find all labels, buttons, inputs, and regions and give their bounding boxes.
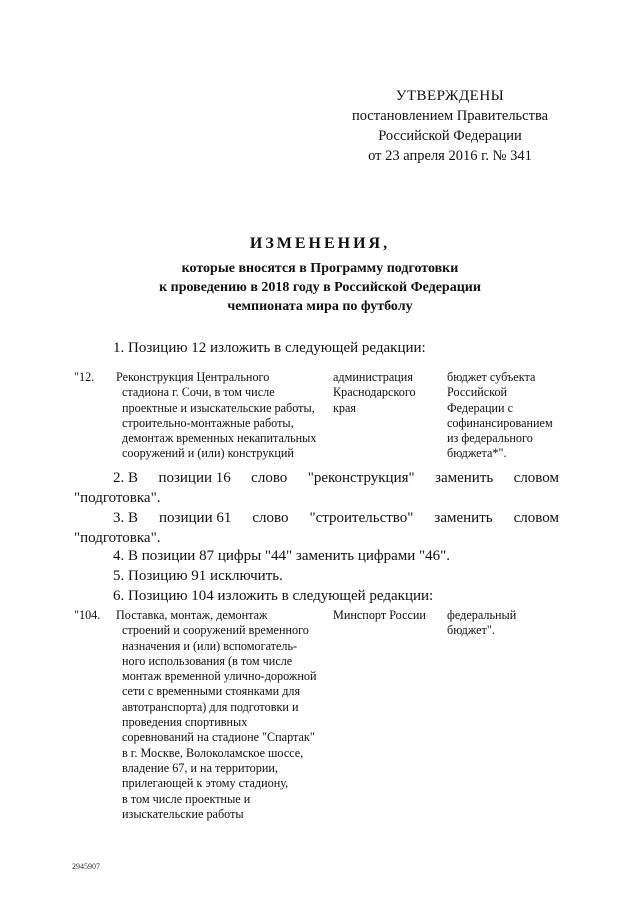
desc-line: в г. Москве, Волоколамское шоссе, <box>122 745 304 760</box>
item-2-word: слово <box>251 470 288 486</box>
fund-line: из федерального <box>447 431 533 446</box>
desc-line: соревнований на стадионе "Спартак" <box>122 730 315 745</box>
item-3-word: словом <box>513 510 559 526</box>
position-number: "104. <box>74 608 101 622</box>
desc-line: автотранспорта) для подготовки и <box>122 699 299 714</box>
approval-line-1: постановлением Правительства <box>351 108 549 124</box>
item-3-word: "строительство" <box>309 510 414 526</box>
approval-heading: УТВЕРЖДЕНЫ <box>395 88 505 104</box>
item-3-word: заменить <box>434 510 493 526</box>
approval-line-3: от 23 апреля 2016 г. № 341 <box>368 148 532 164</box>
item-3 <box>113 508 559 528</box>
table-position-12 <box>0 370 640 460</box>
item-3-tail: "подготовка". <box>74 530 161 546</box>
exec-line: администрация <box>333 370 413 384</box>
item-2-tail: "подготовка". <box>74 490 161 506</box>
fund-line: бюджет". <box>447 623 495 638</box>
title-sub-3: чемпионата мира по футболу <box>227 299 413 314</box>
exec-line: края <box>333 400 357 415</box>
fund-line: софинансированием <box>447 415 553 430</box>
fund-line: федеральный <box>447 608 517 622</box>
table-position-104 <box>0 608 640 828</box>
desc-line: назначения и (или) вспомогатель- <box>122 638 298 653</box>
desc-line: изыскательские работы <box>122 806 244 821</box>
exec-line: Краснодарского <box>333 385 416 400</box>
title-sub-2: к проведению в 2018 году в Российской Федерации <box>159 280 481 295</box>
desc-line: Поставка, монтаж, демонтаж <box>116 608 268 622</box>
item-3-word: слово <box>252 510 289 526</box>
item-2-word: заменить <box>435 470 494 486</box>
desc-line: проектные и изыскательские работы, <box>122 400 315 415</box>
document-title <box>0 235 640 316</box>
desc-line: демонтаж временных некапитальных <box>122 431 317 446</box>
position-funding <box>447 370 567 462</box>
fund-line: Федерации с <box>447 400 514 415</box>
item-5: 5. Позицию 91 исключить. <box>113 568 283 584</box>
desc-line: строительно-монтажные работы, <box>122 415 294 430</box>
item-2-word: позиции 16 <box>158 470 231 486</box>
position-executor <box>333 608 443 623</box>
desc-line: Реконструкция Центрального <box>116 370 270 384</box>
item-2-word: "реконструкция" <box>307 470 415 486</box>
desc-line: прилегающей к этому стадиону, <box>122 776 289 791</box>
fund-line: Российской <box>447 385 508 400</box>
position-executor <box>333 370 438 416</box>
approval-line-2: Российской Федерации <box>378 128 522 144</box>
position-description <box>116 370 331 462</box>
position-description <box>116 608 331 822</box>
desc-line: ного использования (в том числе <box>122 653 293 668</box>
fund-line: бюджета*". <box>447 446 507 461</box>
desc-line: владение 67, и на территории, <box>122 760 278 775</box>
item-2 <box>113 468 559 488</box>
document-code: 2945907 <box>72 862 100 871</box>
title-sub-1: которые вносятся в Программу подготовки <box>181 261 459 276</box>
item-2-word: словом <box>513 470 559 486</box>
fund-line: бюджет субъекта <box>447 370 536 384</box>
desc-line: проведения спортивных <box>122 715 248 730</box>
position-number: "12. <box>74 370 95 384</box>
desc-line: строений и сооружений временного <box>122 623 309 638</box>
item-3-word: позиции 61 <box>159 510 232 526</box>
desc-line: монтаж временной улично-дорожной <box>122 669 317 684</box>
desc-line: в том числе проектные и <box>122 791 251 806</box>
exec-line: Минспорт России <box>333 608 426 622</box>
title-main: ИЗМЕНЕНИЯ, <box>249 235 391 252</box>
item-4: 4. В позиции 87 цифры "44" заменить цифрами "46". <box>113 548 451 564</box>
approval-block <box>330 86 570 166</box>
desc-line: сооружений и (или) конструкций <box>122 446 294 461</box>
item-2-word: 2. В <box>113 470 139 486</box>
item-1: 1. Позицию 12 изложить в следующей редакции: <box>113 340 426 356</box>
position-funding <box>447 608 567 639</box>
desc-line: сети с временными стоянками для <box>122 684 301 699</box>
item-3-word: 3. В <box>113 510 139 526</box>
item-6: 6. Позицию 104 изложить в следующей редакции: <box>113 588 434 604</box>
desc-line: стадиона г. Сочи, в том числе <box>122 385 275 400</box>
